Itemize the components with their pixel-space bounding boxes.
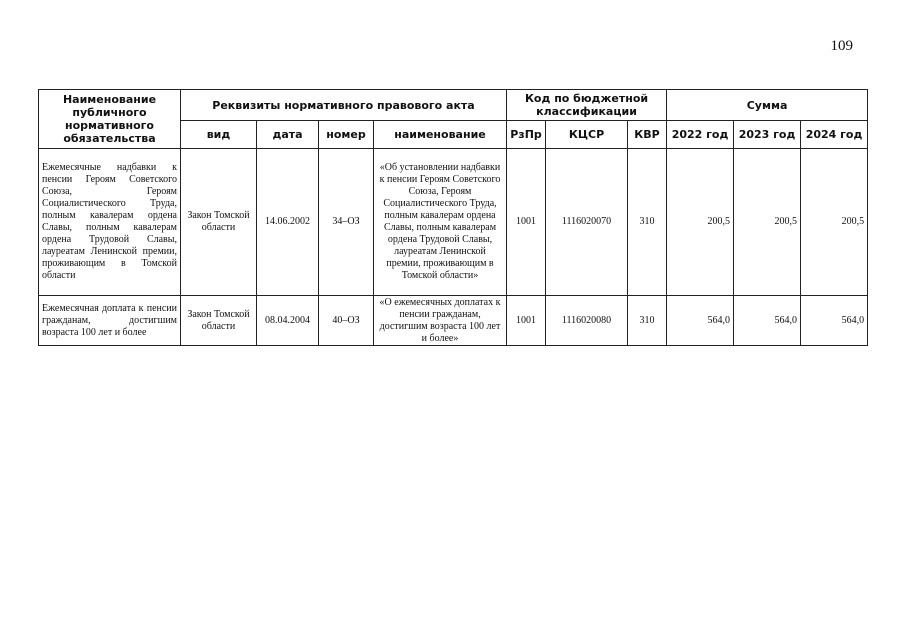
header-requisites: Реквизиты нормативного правового акта: [181, 90, 507, 121]
cell-rzpr: 1001: [507, 149, 546, 296]
cell-sum-2022: 200,5: [667, 149, 734, 296]
cell-act-date: 08.04.2004: [257, 296, 319, 346]
cell-sum-2024: 564,0: [801, 296, 868, 346]
header-2022: 2022 год: [667, 121, 734, 149]
cell-act-number: 34–ОЗ: [319, 149, 374, 296]
cell-kcsr: 1116020070: [546, 149, 628, 296]
cell-kcsr: 1116020080: [546, 296, 628, 346]
cell-act-type: Закон Томской области: [181, 296, 257, 346]
header-2023: 2023 год: [734, 121, 801, 149]
cell-act-number: 40–ОЗ: [319, 296, 374, 346]
table-row: [39, 149, 868, 296]
header-rzpr: РзПр: [507, 121, 546, 149]
cell-sum-2022: 564,0: [667, 296, 734, 346]
cell-act-title: «О ежемесячных доплатах к пенсии гражданам, достигшим возраста 100 лет и более»: [374, 296, 507, 346]
table-row: [39, 296, 868, 346]
header-kvr: КВР: [628, 121, 667, 149]
header-type: вид: [181, 121, 257, 149]
header-row-top: [39, 90, 868, 121]
header-name: Наименование публичного нормативного обязательства: [39, 90, 181, 149]
page-number: 109: [830, 38, 853, 54]
header-title: наименование: [374, 121, 507, 149]
header-sum: Сумма: [667, 90, 868, 121]
cell-rzpr: 1001: [507, 296, 546, 346]
cell-sum-2024: 200,5: [801, 149, 868, 296]
cell-act-title: «Об установлении надбавки к пенсии Героям Советского Союза, Героям Социалистического Труда, полным кавалерам ордена Славы, полным кавалерам ордена Трудовой Славы, лауреатам Ленинской премии, проживающим в Томской области»: [374, 149, 507, 296]
budget-obligations-table: [38, 89, 868, 346]
header-budget-code: Код по бюджетной классификации: [507, 90, 667, 121]
cell-act-date: 14.06.2002: [257, 149, 319, 296]
cell-kvr: 310: [628, 149, 667, 296]
header-kcsr: КЦСР: [546, 121, 628, 149]
cell-act-type: Закон Томской области: [181, 149, 257, 296]
header-number: номер: [319, 121, 374, 149]
header-2024: 2024 год: [801, 121, 868, 149]
cell-kvr: 310: [628, 296, 667, 346]
cell-obligation-name: Ежемесячные надбавки к пенсии Героям Советского Союза, Героям Социалистического Труда, полным кавалерам ордена Славы, полным кавалерам ордена Трудовой Славы, лауреатам Ленинской премии, проживающим в Томской области: [39, 149, 181, 296]
header-date: дата: [257, 121, 319, 149]
cell-sum-2023: 564,0: [734, 296, 801, 346]
cell-obligation-name: Ежемесячная доплата к пенсии гражданам, достигшим возраста 100 лет и более: [39, 296, 181, 346]
cell-sum-2023: 200,5: [734, 149, 801, 296]
